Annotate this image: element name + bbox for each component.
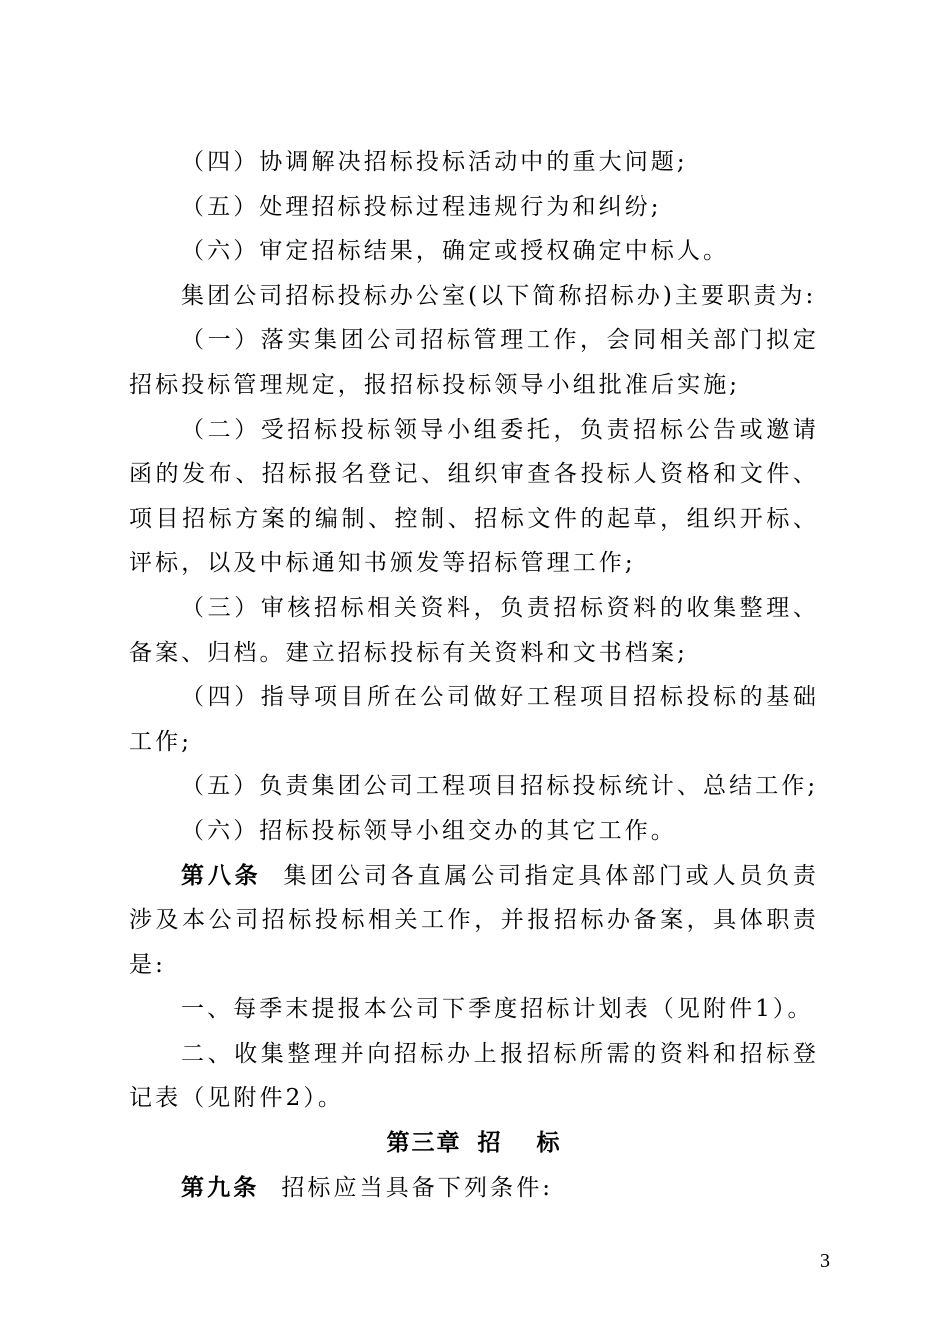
paragraph: （六）审定招标结果，确定或授权确定中标人。 xyxy=(181,238,730,265)
article-8-text: 集团公司各直属公司指定具体部门或人员负责涉及本公司招标投标相关工作，并报招标办备案，具体职责是: xyxy=(129,862,820,978)
article-8-item: 一、每季末提报本公司下季度招标计划表（见附件1）。 xyxy=(181,996,814,1023)
article-8-item: 二、收集整理并向招标办上报招标所需的资料和招标登记表（见附件2）。 xyxy=(129,1040,819,1112)
document-body xyxy=(129,140,819,1210)
article-9-label: 第九条 xyxy=(181,1174,260,1201)
paragraph: （六）招标投标领导小组交办的其它工作。 xyxy=(181,817,677,844)
chapter-heading xyxy=(129,1121,819,1166)
paragraph: （五）负责集团公司工程项目招标投标统计、总结工作; xyxy=(181,773,819,800)
paragraph: （四）指导项目所在公司做好工程项目招标投标的基础工作; xyxy=(129,684,819,755)
chapter-number: 第三章 xyxy=(386,1130,462,1157)
paragraph: 集团公司招标投标办公室(以下简称招标办)主要职责为: xyxy=(181,282,817,309)
article-9 xyxy=(129,1166,819,1211)
article-8 xyxy=(129,854,819,988)
paragraph: （五）处理招标投标过程违规行为和纠纷; xyxy=(181,193,662,220)
paragraph: （四）协调解决招标投标活动中的重大问题; xyxy=(181,149,688,175)
chapter-title-char-2: 标 xyxy=(536,1130,562,1157)
paragraph: （一）落实集团公司招标管理工作，会同相关部门拟定招标投标管理规定，报招标投标领导小组批准后实施; xyxy=(129,327,819,398)
article-9-text: 招标应当具备下列条件: xyxy=(281,1174,554,1201)
page-number: 3 xyxy=(820,1250,830,1272)
paragraph: （二）受招标投标领导小组委托，负责招标公告或邀请函的发布、招标报名登记、组织审查各投标人资格和文件、项目招标方案的编制、控制、招标文件的起草，组织开标、评标，以及中标通知书颁发等招标管理工作; xyxy=(129,416,819,577)
chapter-title-char-1: 招 xyxy=(477,1130,503,1157)
paragraph: （三）审核招标相关资料，负责招标资料的收集整理、备案、归档。建立招标投标有关资料和文书档案; xyxy=(129,594,819,666)
article-8-label: 第八条 xyxy=(181,862,262,889)
